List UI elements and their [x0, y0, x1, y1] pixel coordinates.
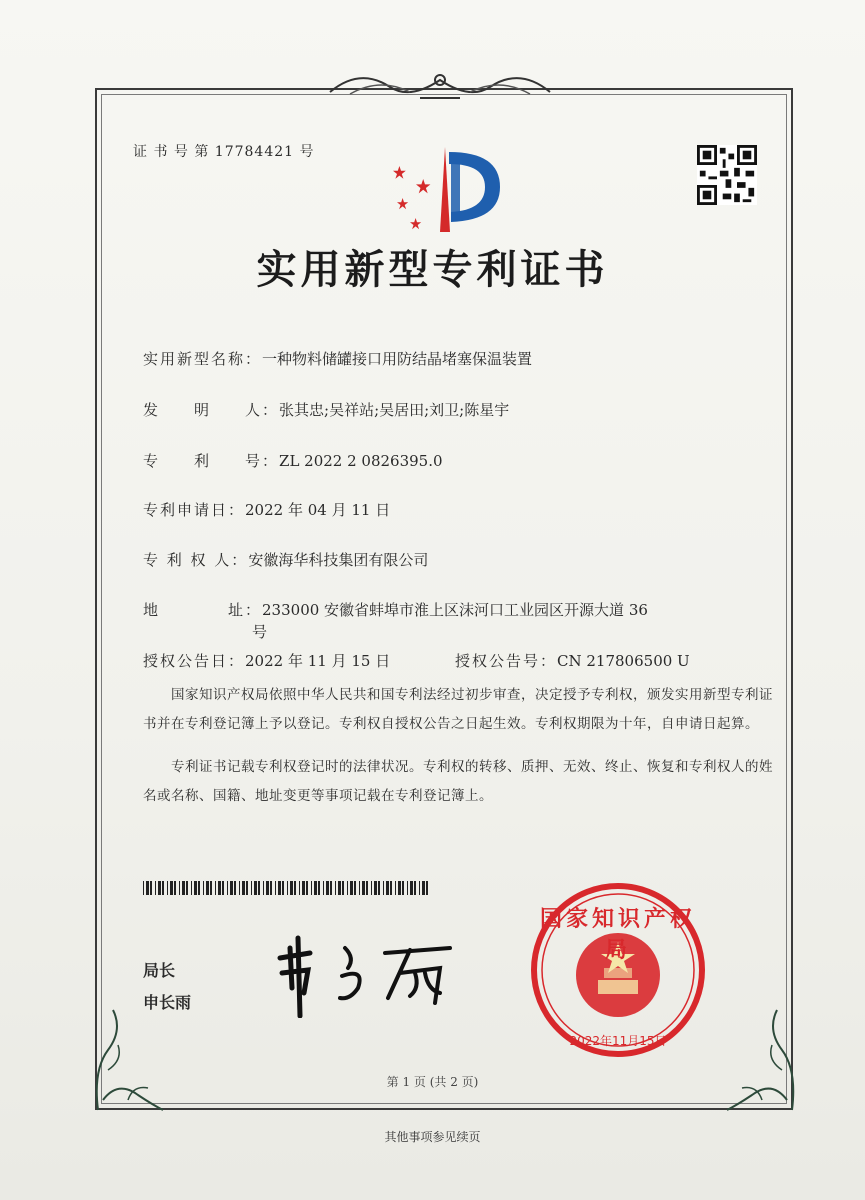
- field-label: 专利申请日：: [143, 501, 246, 519]
- field-label: 地 址：: [143, 601, 263, 619]
- field-label: 专 利 号：: [143, 452, 280, 470]
- director-title: 局长: [143, 961, 176, 980]
- field-value: 233000 安徽省蚌埠市淮上区沫河口工业园区开源大道 36: [262, 601, 648, 619]
- cnipa-logo-icon: [385, 142, 505, 234]
- bottom-right-ornament-icon: [722, 1000, 802, 1115]
- field-value: CN 217806500 U: [557, 652, 690, 670]
- director-signature-icon: [270, 928, 460, 1018]
- field-grant-date: [143, 650, 390, 671]
- director-name: 申长雨: [143, 993, 192, 1012]
- qr-code-icon: [697, 145, 757, 205]
- field-address-line2: 号: [252, 623, 268, 641]
- footer-note: 其他事项参见续页: [384, 1130, 481, 1144]
- field-value: ZL 2022 2 0826395.0: [279, 452, 443, 470]
- seal-date: 2022年11月15日: [569, 1034, 667, 1048]
- body-paragraph-2: 专利证书记载专利权登记时的法律状况。专利权的转移、质押、无效、终止、恢复和专利权人的姓名或名称、国籍、地址变更等事项记载在专利登记簿上。: [143, 759, 773, 804]
- seal-text-ring: [528, 880, 708, 1060]
- field-label: 实用新型名称：: [143, 350, 263, 368]
- field-address: [143, 599, 648, 620]
- field-label: 专 利 权 人：: [143, 551, 249, 569]
- seal-text: 国家知识产权局: [539, 907, 696, 963]
- field-patentee: [143, 549, 428, 570]
- field-value: 一种物料储罐接口用防结晶堵塞保温装置: [262, 350, 533, 368]
- field-inventor: [143, 399, 509, 420]
- field-label: 授权公告号：: [455, 652, 558, 670]
- field-label: 授权公告日：: [143, 652, 246, 670]
- field-patent-number: [143, 450, 443, 471]
- field-value: 2022 年 04 月 11 日: [245, 501, 391, 519]
- field-label: 发 明 人：: [143, 401, 280, 419]
- field-value: 安徽海华科技集团有限公司: [248, 551, 429, 569]
- field-value: 张其忠;吴祥站;吴居田;刘卫;陈星宇: [279, 401, 510, 419]
- certificate-number: 证 书 号 第 17784421 号: [133, 144, 315, 160]
- certificate-title: 实用新型专利证书: [256, 246, 609, 293]
- top-ornament-icon: [320, 62, 560, 106]
- field-filing-date: [143, 499, 390, 520]
- field-utility-model-name: [143, 348, 532, 369]
- field-grant-number: [455, 650, 690, 671]
- page-number: 第 1 页 (共 2 页): [386, 1075, 479, 1089]
- field-value: 2022 年 11 月 15 日: [245, 652, 391, 670]
- body-paragraph-1: 国家知识产权局依照中华人民共和国专利法经过初步审查，决定授予专利权，颁发实用新型专利证书并在专利登记簿上予以登记。专利权自授权公告之日起生效。专利权期限为十年，自申请日起算。: [143, 687, 773, 732]
- barcode-icon: [143, 881, 431, 895]
- bottom-left-ornament-icon: [88, 1000, 168, 1115]
